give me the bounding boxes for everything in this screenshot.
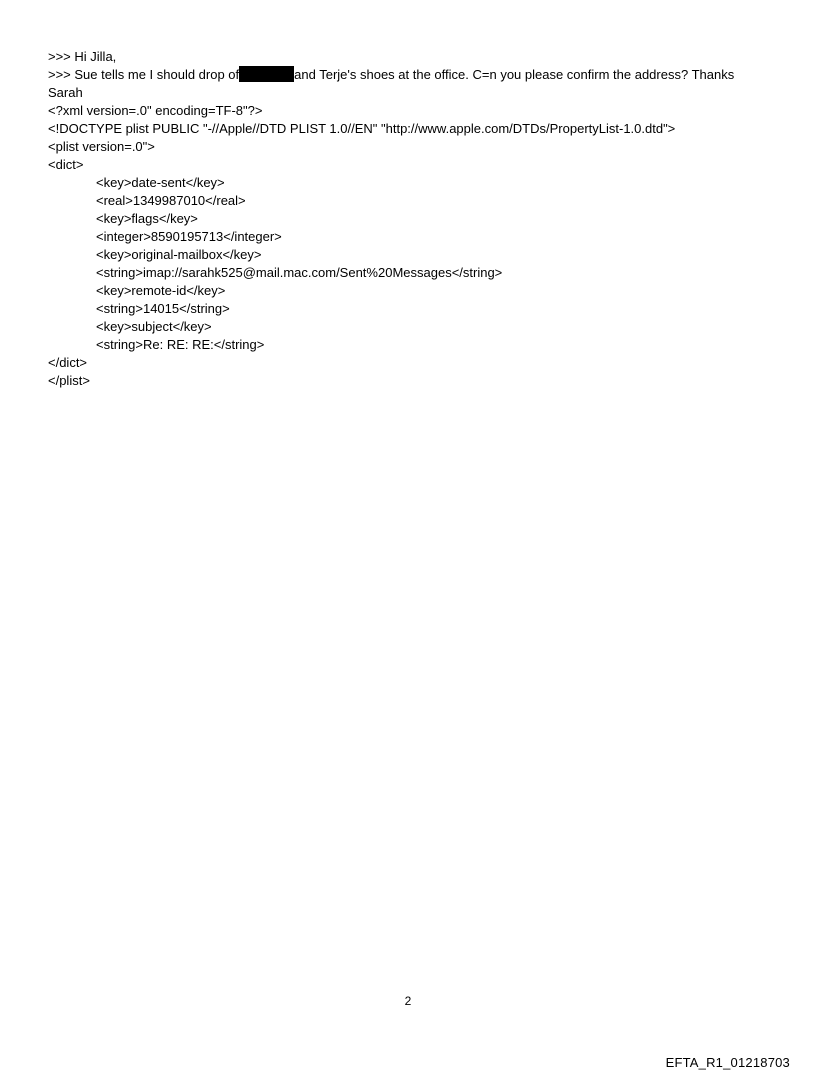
plist-entry: <real>1349987010</real> bbox=[96, 193, 246, 208]
dict-close-tag: </dict> bbox=[48, 355, 88, 370]
plist-entry: <key>original-mailbox</key> bbox=[96, 247, 262, 262]
plist-entry: <key>date-sent</key> bbox=[96, 175, 225, 190]
xml-declaration: <?xml version=.0" encoding=TF-8"?> bbox=[48, 103, 263, 118]
plist-entry: <string>imap://sarahk525@mail.mac.com/Sent%20Messages</string> bbox=[96, 265, 503, 280]
plist-entry: <key>subject</key> bbox=[96, 319, 212, 334]
email-message-line bbox=[48, 66, 788, 84]
plist-entry: <key>remote-id</key> bbox=[96, 283, 226, 298]
dict-open-tag: <dict> bbox=[48, 157, 84, 172]
page-number: 2 bbox=[404, 994, 412, 1008]
bates-number: EFTA_R1_01218703 bbox=[665, 1055, 790, 1070]
document-body bbox=[48, 48, 788, 390]
email-greeting: >>> Hi Jilla, bbox=[48, 49, 117, 64]
plist-entry: <string>14015</string> bbox=[96, 301, 230, 316]
plist-entry: <string>Re: RE: RE:</string> bbox=[96, 337, 265, 352]
email-message-end: and Terje's shoes at the office. C=n you please confirm the address? Thanks bbox=[294, 67, 735, 82]
plist-doctype: <!DOCTYPE plist PUBLIC "-//Apple//DTD PLIST 1.0//EN" "http://www.apple.com/DTDs/PropertyList-1.0.dtd"> bbox=[48, 121, 676, 136]
plist-open-tag: <plist version=.0"> bbox=[48, 139, 155, 154]
email-message-start: >>> Sue tells me I should drop of bbox=[48, 67, 240, 82]
redaction-box bbox=[239, 66, 294, 82]
email-signature: Sarah bbox=[48, 85, 83, 100]
plist-entry: <key>flags</key> bbox=[96, 211, 198, 226]
plist-entry: <integer>8590195713</integer> bbox=[96, 229, 282, 244]
plist-close-tag: </plist> bbox=[48, 373, 90, 388]
